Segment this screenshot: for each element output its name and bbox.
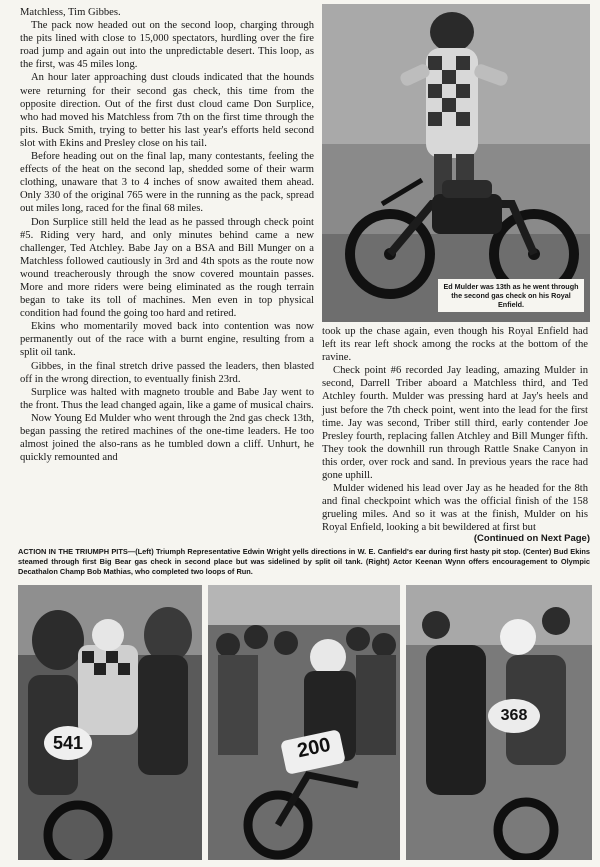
rider-photo-graphic (322, 4, 590, 322)
photo-ed-mulder (322, 4, 590, 322)
plate-number-right: 368 (500, 707, 528, 724)
article-column-right (322, 325, 588, 535)
paragraph: Gibbes, in the final stretch drive passed the leaders, then blasted off in the wrong direction, to eventually finish 23rd. (20, 360, 314, 385)
pits-photo-caption: ACTION IN THE TRIUMPH PITS—(Left) Triumph Representative Edwin Wright yells directions in W. E. Canfield's ear during first hasty pit stop. (Center) Bud Ekins steamed through first Big Bear gas check in second place but was sidelined by split oil tank. (Right) Actor Keenan Wynn offers encouragement to Olympic Decathalon Champ Bob Mathias, who completed two loops of Run. (18, 547, 590, 576)
paragraph: Before heading out on the final lap, many contestants, feeling the effects of the heat on the second lap, shedded some of their warm clothing, unaware that 3 to 4 inches of snow awaited them ahead. Only 330 of the original 765 were in the running as the pack, spread out miles long, raced for the final 68 miles. (20, 151, 314, 215)
plate-number-left: 541 (52, 733, 84, 753)
article-column-left (20, 6, 314, 464)
pit-stop-graphic (18, 585, 202, 860)
photo-caption-mulder: Ed Mulder was 13th as he went through the second gas check on his Royal Enfield. (438, 279, 584, 312)
photo-wynn-mathias-right (406, 585, 592, 860)
paragraph: Don Surplice still held the lead as he passed through check point #5. Riding very hard, and only minutes behind came a new challenger, Ted Atchley. Babe Jay on a BSA and Bill Munger on a Matchless followed cautiously in 3rd and 4th spots as the route now wound treacherously through the snow covered mountain passes. More and more riders were being eliminated as the rough terrain began to take its toll of machines. Men even in top physical condition had found the going too hard and retired. (20, 216, 314, 320)
gas-check-graphic (208, 585, 400, 860)
plate-number-center: 200 (295, 733, 333, 763)
photo-pit-stop-left (18, 585, 202, 860)
paragraph: An hour later approaching dust clouds indicated that the hounds were returning for their second gas check, this time from the opposite direction. Out of the first dust cloud came Don Surplice, who had moved his Matchless from 7th on the first time through the pits. Buck Smith, trying to better his last year's efforts held second slot with Ekins and Presley close on his tail. (20, 72, 314, 149)
continued-note: (Continued on Next Page) (473, 533, 590, 544)
paragraph: Now Young Ed Mulder who went through the 2nd gas check 13th, began passing the retired machines of the one-time leaders. He too almost joined the also-rans as he tumbled down a cliff. Unhurt, he quickly remounted and (20, 412, 314, 464)
paragraph: Check point #6 recorded Jay leading, amazing Mulder in second, Darrell Triber aboard a Matchless third, and Ted Atchley fourth. Mulder was pressing hard at Jay's heels and just before the 7th check point, went into the lead for the first time. Jay was second, Triber still third, early contender Joe Presley fourth, replacing fallen Atchley and Bill Munger fifth. They took the downhill run through Rattle Snake Canyon in this order, over rock and sand. In previous years the race had gone uphill. (322, 365, 588, 482)
paragraph: took up the chase again, even though his Royal Enfield had left its rear left shock among the rocks at the bottom of the ravine. (322, 326, 588, 364)
paragraph: The pack now headed out on the second loop, charging through the pits lined with close to 15,000 spectators, hurdling over the fire road jump and again out into the unpredictable desert. This loop, as the first, was 45 miles long. (20, 20, 314, 71)
photo-ekins-center (208, 585, 400, 860)
paragraph: Matchless, Tim Gibbes. (20, 7, 121, 18)
paragraph: Mulder widened his lead over Jay as he headed for the 8th and final checkpoint which was the official finish of the 158 grueling miles. And so it was at the finish, Mulder on his Royal Enfield, looking a bit bewildered at first but (322, 483, 588, 534)
paragraph: Surplice was halted with magneto trouble and Babe Jay went to the front. Thus the lead changed again, like a game of musical chairs. (20, 386, 314, 411)
paragraph: Ekins who momentarily moved back into contention was now permanently out of the race with a burnt engine, resulting from a split oil tank. (20, 321, 314, 359)
